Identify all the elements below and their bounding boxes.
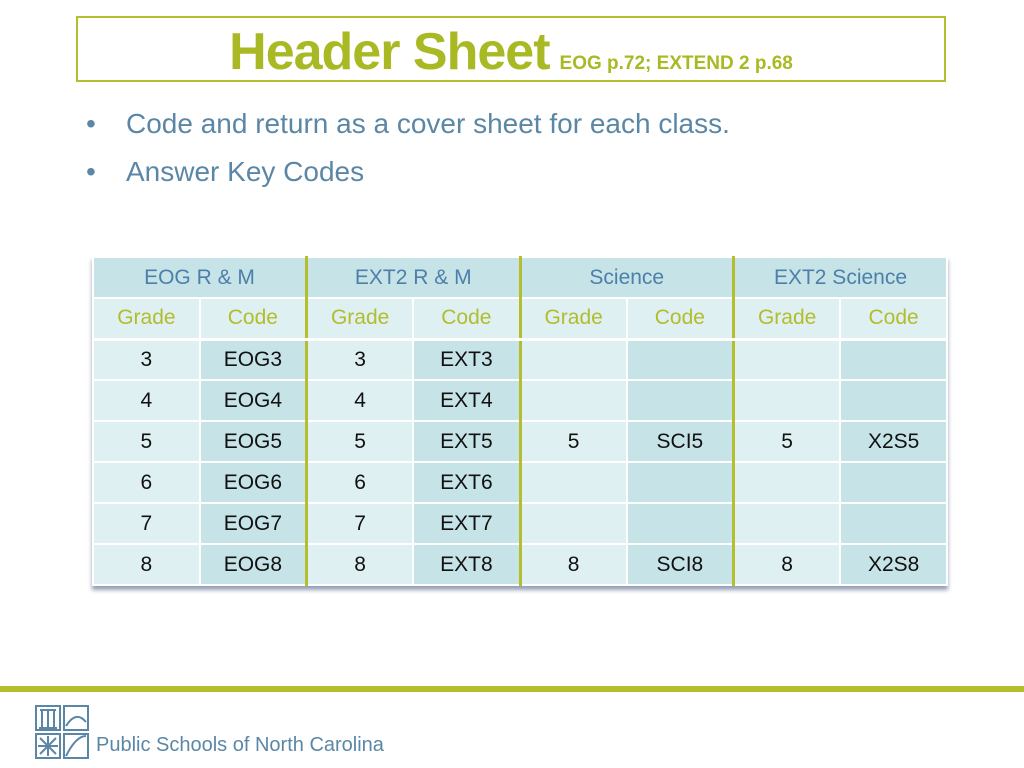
nc-schools-logo-icon [34,704,90,760]
table-cell: EOG3 [200,339,307,380]
table-cell [520,462,627,503]
bullet-marker: • [86,108,96,139]
table-cell: EXT6 [413,462,520,503]
column-header: Grade [307,298,414,339]
table-cell [627,380,734,421]
table-cell: 6 [93,462,200,503]
table-cell: 3 [307,339,414,380]
bullet-text: Answer Key Codes [126,156,365,187]
table-cell: EXT3 [413,339,520,380]
group-header: EXT2 Science [734,257,948,298]
table-cell [627,503,734,544]
column-header: Grade [520,298,627,339]
table-cell: EOG8 [200,544,307,585]
table-cell: 5 [93,421,200,462]
table-cell [840,503,947,544]
table-cell [840,462,947,503]
table-cell [627,339,734,380]
table-cell [734,380,841,421]
table-cell: X2S5 [840,421,947,462]
title-box [76,16,946,82]
table-cell: EOG4 [200,380,307,421]
group-header-row [93,257,947,298]
table-cell: 5 [520,421,627,462]
table-row [93,380,947,421]
table-cell [734,503,841,544]
table-cell: EOG6 [200,462,307,503]
bullet-list [86,100,730,196]
group-header: EXT2 R & M [307,257,521,298]
answer-key-table [92,256,948,586]
column-header: Grade [734,298,841,339]
table-cell: EXT7 [413,503,520,544]
table-cell: 5 [734,421,841,462]
table-cell: EXT8 [413,544,520,585]
page-title: Header Sheet [229,23,550,81]
table-row [93,544,947,585]
table-cell: SCI8 [627,544,734,585]
table-cell: 8 [520,544,627,585]
bullet-marker: • [86,156,96,187]
group-header: Science [520,257,734,298]
table-row [93,339,947,380]
table-cell: 6 [307,462,414,503]
column-header: Code [840,298,947,339]
table-cell: 3 [93,339,200,380]
table-cell: 4 [93,380,200,421]
bullet-item [86,148,730,196]
table-cell [627,462,734,503]
table-row [93,421,947,462]
table-row [93,503,947,544]
table-cell [840,339,947,380]
table-cell: 5 [307,421,414,462]
table-cell: 7 [93,503,200,544]
page-subtitle: EOG p.72; EXTEND 2 p.68 [559,53,793,74]
footer-divider [0,686,1024,692]
table-cell [840,380,947,421]
table-cell: EXT4 [413,380,520,421]
table-cell: 4 [307,380,414,421]
table-cell: 8 [734,544,841,585]
table-cell [734,462,841,503]
table-cell [520,339,627,380]
column-header: Code [200,298,307,339]
table-cell: 8 [93,544,200,585]
group-header: EOG R & M [93,257,307,298]
table-body [93,339,947,585]
table-cell: 8 [307,544,414,585]
table-cell: EXT5 [413,421,520,462]
table-cell: EOG5 [200,421,307,462]
column-header: Code [627,298,734,339]
column-header: Grade [93,298,200,339]
table-cell: X2S8 [840,544,947,585]
bullet-item [86,100,730,148]
table-row [93,462,947,503]
table-cell: 7 [307,503,414,544]
organization-name: Public Schools of North Carolina [96,734,384,756]
table-cell: SCI5 [627,421,734,462]
bullet-text: Code and return as a cover sheet for each class. [126,108,730,139]
table-cell [520,380,627,421]
table-cell: EOG7 [200,503,307,544]
table-cell [734,339,841,380]
column-header-row [93,298,947,339]
column-header: Code [413,298,520,339]
table-cell [520,503,627,544]
